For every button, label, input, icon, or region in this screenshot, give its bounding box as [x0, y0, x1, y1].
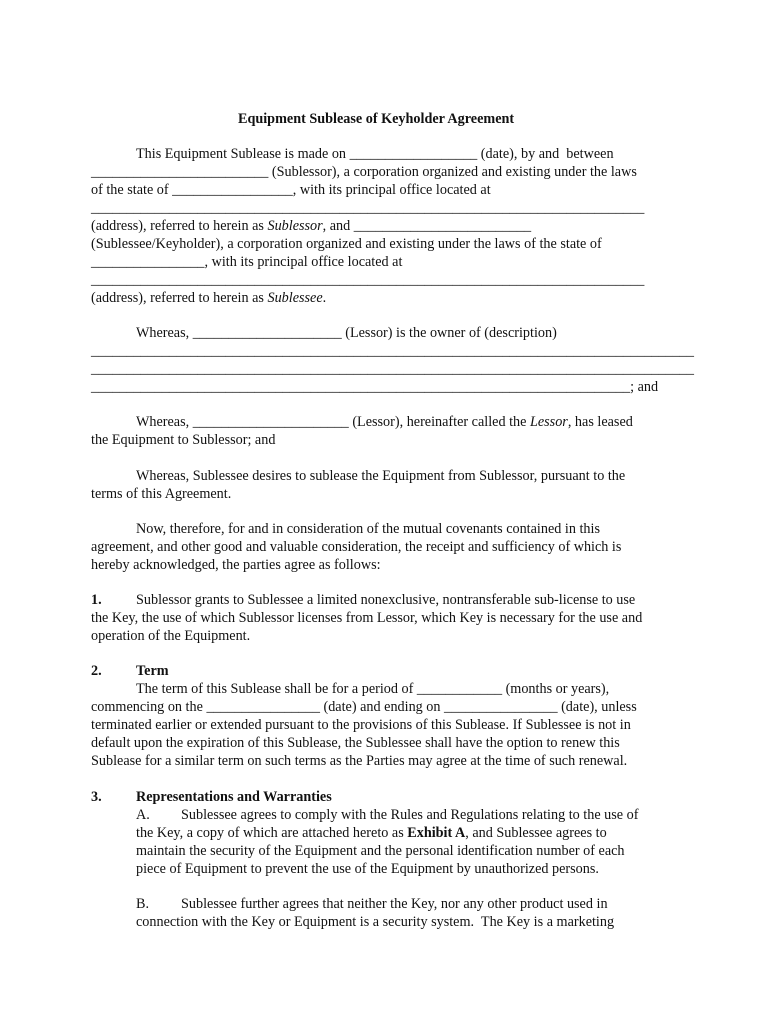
- intro-line-7: ________________, with its principal office located at: [91, 254, 403, 270]
- section-2-line-3: terminated earlier or extended pursuant to the provisions of this Sublease. If Sublessee is not in: [91, 717, 631, 733]
- intro-line-6: (Sublessee/Keyholder), a corporation organized and existing under the laws of the state of: [91, 236, 602, 252]
- section-3a-letter: A.: [136, 807, 150, 823]
- section-2-line-1: The term of this Sublease shall be for a period of ____________ (months or years),: [136, 681, 610, 697]
- whereas1-line-2: _____________________________________________________________________________________: [91, 343, 694, 359]
- section-2-line-4: default upon the expiration of this Sublease, the Sublessee shall have the option to renew this: [91, 735, 620, 751]
- intro-line-9: [91, 289, 326, 307]
- intro-line-2: _________________________ (Sublessor), a corporation organized and existing under the laws: [91, 164, 637, 180]
- now-line-2: agreement, and other good and valuable consideration, the receipt and sufficiency of which is: [91, 539, 622, 555]
- intro-line-8: ______________________________________________________________________________: [91, 272, 645, 288]
- section-1-line-1: Sublessor grants to Sublessee a limited nonexclusive, nontransferable sub-license to use: [136, 592, 636, 608]
- intro-line-1: This Equipment Sublease is made on __________________ (date), by and between: [136, 146, 614, 162]
- whereas2-line-1-rest: , has leased: [567, 414, 633, 430]
- whereas3-line-1: Whereas, Sublessee desires to sublease the Equipment from Sublessor, pursuant to the: [136, 468, 626, 484]
- whereas1-line-4: ____________________________________________________________________________; and: [91, 379, 659, 395]
- section-3b-line-1: Sublessee further agrees that neither the Key, nor any other product used in: [181, 896, 608, 912]
- whereas2-line-1: [136, 413, 633, 431]
- section-1-line-3: operation of the Equipment.: [91, 628, 251, 644]
- section-1-line-2: the Key, the use of which Sublessor licenses from Lessor, which Key is necessary for the use and: [91, 610, 643, 626]
- section-2-number: 2.: [91, 663, 102, 679]
- lessor-term: Lessor: [529, 414, 568, 430]
- whereas1-line-1: Whereas, _____________________ (Lessor) is the owner of (description): [136, 325, 557, 341]
- now-line-3: hereby acknowledged, the parties agree as follows:: [91, 557, 381, 573]
- whereas2-line-2: the Equipment to Sublessor; and: [91, 432, 276, 448]
- intro-line-5-text: (address), referred to herein as: [91, 218, 268, 234]
- section-2-heading: Term: [136, 663, 169, 679]
- section-3a-line-2-text: the Key, a copy of which are attached hereto as: [136, 825, 408, 841]
- intro-line-9-rest: .: [322, 290, 327, 306]
- section-3a-line-4: piece of Equipment to prevent the use of the Equipment by unauthorized persons.: [136, 861, 599, 877]
- intro-line-4: ______________________________________________________________________________: [91, 200, 645, 216]
- document-title: Equipment Sublease of Keyholder Agreement: [238, 111, 515, 127]
- intro-line-3: of the state of _________________, with its principal office located at: [91, 182, 491, 198]
- section-3-heading: Representations and Warranties: [136, 789, 332, 805]
- whereas1-line-3: _____________________________________________________________________________________: [91, 361, 694, 377]
- section-3-number: 3.: [91, 789, 102, 805]
- section-3b-line-2: connection with the Key or Equipment is a security system. The Key is a marketing: [136, 914, 615, 930]
- section-3b-letter: B.: [136, 896, 150, 912]
- whereas3-line-2: terms of this Agreement.: [91, 486, 232, 502]
- section-3a-line-3: maintain the security of the Equipment and the personal identification number of each: [136, 843, 625, 859]
- section-2-line-2: commencing on the ________________ (date) and ending on ________________ (date), unless: [91, 699, 637, 715]
- section-3a-line-1: Sublessee agrees to comply with the Rules and Regulations relating to the use of: [181, 807, 639, 823]
- intro-line-5-rest: , and _________________________: [322, 218, 532, 234]
- whereas2-line-1-text: Whereas, ______________________ (Lessor), hereinafter called the: [136, 414, 530, 430]
- section-1-number: 1.: [91, 592, 102, 608]
- section-3a-line-2: [136, 824, 607, 842]
- section-2-line-5: Sublease for a similar term on such terms as the Parties may agree at the time of such renewal.: [91, 753, 628, 769]
- intro-line-5: [91, 217, 531, 235]
- now-line-1: Now, therefore, for and in consideration of the mutual covenants contained in this: [136, 521, 600, 537]
- sublessor-term: Sublessor: [267, 218, 323, 234]
- sublessee-term: Sublessee: [267, 290, 323, 306]
- section-3a-line-2-rest: , and Sublessee agrees to: [465, 825, 607, 841]
- exhibit-a-reference: Exhibit A: [407, 825, 466, 841]
- intro-line-9-text: (address), referred to herein as: [91, 290, 268, 306]
